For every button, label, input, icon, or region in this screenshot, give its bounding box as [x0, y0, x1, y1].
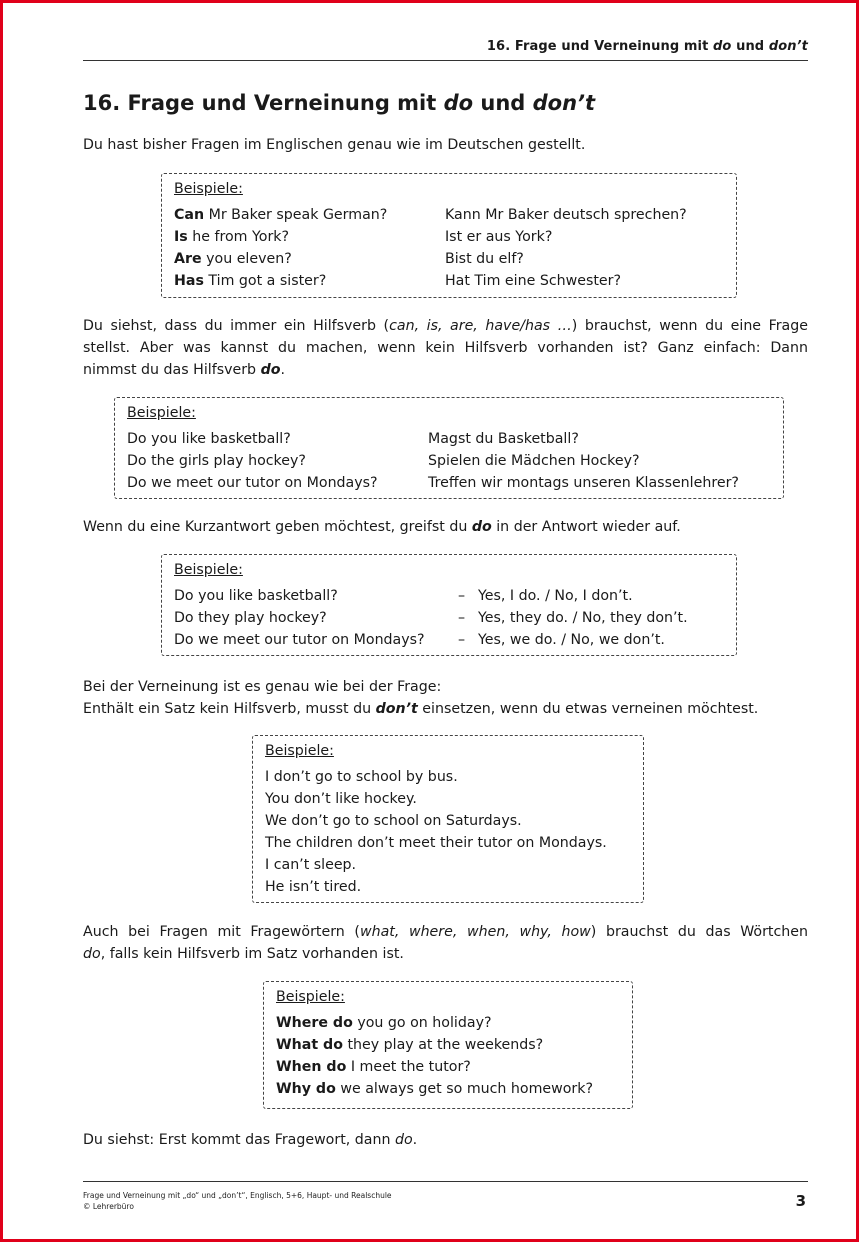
- box3-row-question: Do they play hockey?: [174, 610, 327, 626]
- para5-line-2: [83, 943, 808, 965]
- example-box-1: [161, 173, 737, 298]
- box4-line: We don’t go to school on Saturdays.: [265, 813, 522, 829]
- box5-rest: I meet the tutor?: [346, 1059, 471, 1075]
- para4-line-1: Bei der Verneinung ist es genau wie bei der Frage:: [83, 679, 442, 695]
- box1-row-de: Hat Tim eine Schwester?: [445, 273, 622, 289]
- box3-row-answer: Yes, I do. / No, I don’t.: [478, 588, 633, 604]
- footer-line-2: © Lehrerbüro: [83, 1202, 134, 1211]
- para5-l2em: do: [83, 946, 101, 962]
- box3-row: [174, 607, 724, 629]
- box1-row: [174, 226, 724, 248]
- box3-row-answer: Yes, they do. / No, they don’t.: [478, 610, 688, 626]
- example-box-5: [263, 981, 633, 1109]
- box2-row: [127, 472, 771, 494]
- box1-row-en: he from York?: [187, 229, 290, 245]
- box5-qword: What do: [276, 1037, 343, 1053]
- para2-l1b: ) brauchst, wenn du eine Frage: [571, 318, 808, 334]
- paragraph-auxiliary: [83, 315, 808, 381]
- box1-row-aux: Has: [174, 273, 204, 289]
- para2-line-3: [83, 359, 808, 381]
- intro-paragraph: [83, 134, 808, 156]
- box4-line: He isn’t tired.: [265, 879, 362, 895]
- box3-label: Beispiele:: [174, 562, 243, 578]
- intro-text: Du hast bisher Fragen im Englischen genau wie im Deutschen gestellt.: [83, 137, 586, 153]
- box2-row: [127, 450, 771, 472]
- running-head: [487, 39, 808, 54]
- box2-row-en: Do you like basketball?: [127, 431, 291, 447]
- para5-l2b: , falls kein Hilfsverb im Satz vorhanden ist.: [100, 946, 404, 962]
- para2-l1a: Du siehst, dass du immer ein Hilfsverb (: [83, 318, 390, 334]
- box2-label: Beispiele:: [127, 405, 196, 421]
- page-title: [83, 91, 595, 115]
- box1-row-en: Mr Baker speak German?: [204, 207, 388, 223]
- box3-row-dash: –: [458, 610, 466, 626]
- box5-rest: we always get so much homework?: [335, 1081, 594, 1097]
- box5-line: [276, 1056, 620, 1078]
- box4-line: You don’t like hockey.: [265, 791, 417, 807]
- box5-line: [276, 1078, 620, 1100]
- title-text: 16. Frage und Verneinung mit: [83, 91, 444, 115]
- para5-l1b: ) brauchst du das Wörtchen: [590, 924, 809, 940]
- page-number: 3: [795, 1192, 806, 1210]
- para2-l3em: do: [260, 362, 281, 378]
- running-head-and: und: [731, 39, 769, 54]
- box5-rest: you go on holiday?: [352, 1015, 492, 1031]
- box5-qword: Where do: [276, 1015, 353, 1031]
- example-box-2: [114, 397, 784, 499]
- running-head-text: 16. Frage und Verneinung mit: [486, 39, 714, 54]
- para6-a: Du siehst: Erst kommt das Fragewort, dann: [83, 1132, 395, 1148]
- box3-row-dash: –: [458, 632, 466, 648]
- example-box-4: [252, 735, 644, 903]
- running-head-em-dont: don’t: [768, 39, 808, 54]
- paragraph-question-words: [83, 921, 808, 965]
- box3-row: [174, 629, 724, 651]
- box2-row-de: Treffen wir montags unseren Klassenlehrer?: [428, 475, 739, 491]
- para5-l1a: Auch bei Fragen mit Fragewörtern (: [83, 924, 360, 940]
- box1-row-en: Tim got a sister?: [203, 273, 327, 289]
- box1-row-aux: Are: [174, 251, 202, 267]
- box1-row-en: you eleven?: [201, 251, 292, 267]
- para3-em: do: [471, 519, 492, 535]
- para3-line: [83, 516, 808, 538]
- box3-row-question: Do you like basketball?: [174, 588, 338, 604]
- box1-row-de: Ist er aus York?: [445, 229, 553, 245]
- box4-line: I can’t sleep.: [265, 857, 357, 873]
- para2-line-2: stellst. Aber was kannst du machen, wenn kein Hilfsverb vorhanden ist? Ganz einfach: Dann: [83, 340, 808, 356]
- box5-qword: When do: [276, 1059, 347, 1075]
- para5-l1em: what, where, when, why, how: [359, 924, 591, 940]
- box5-line: [276, 1034, 620, 1056]
- box5-label: Beispiele:: [276, 989, 345, 1005]
- running-head-em-do: do: [713, 39, 732, 54]
- box5-rest: they play at the weekends?: [342, 1037, 544, 1053]
- box2-row-de: Magst du Basketball?: [428, 431, 579, 447]
- para2-l3a: nimmst du das Hilfsverb: [83, 362, 261, 378]
- box3-row-answer: Yes, we do. / No, we don’t.: [478, 632, 665, 648]
- paragraph-negation: [83, 676, 808, 720]
- paragraph-conclusion: [83, 1129, 808, 1151]
- para3-a: Wenn du eine Kurzantwort geben möchtest, greifst du: [83, 519, 472, 535]
- box4-label: Beispiele:: [265, 743, 334, 759]
- box1-row: [174, 204, 724, 226]
- para5-line-1: [83, 921, 808, 943]
- box1-label: Beispiele:: [174, 181, 243, 197]
- footer-credits: [83, 1190, 392, 1212]
- para3-b: in der Antwort wieder auf.: [491, 519, 681, 535]
- box2-row-en: Do we meet our tutor on Mondays?: [127, 475, 378, 491]
- para2-l1em: can, is, are, have/has …: [389, 318, 572, 334]
- para4-l2em: don’t: [375, 701, 418, 717]
- box4-line: The children don’t meet their tutor on Mondays.: [265, 835, 607, 851]
- box2-row-en: Do the girls play hockey?: [127, 453, 306, 469]
- box1-row-aux: Is: [174, 229, 188, 245]
- box1-row: [174, 248, 724, 270]
- para2-line-1: [83, 315, 808, 337]
- box4-line: I don’t go to school by bus.: [265, 769, 458, 785]
- box5-qword: Why do: [276, 1081, 336, 1097]
- para6-line: [83, 1129, 808, 1151]
- para4-l2b: einsetzen, wenn du etwas verneinen möchtest.: [417, 701, 759, 717]
- box1-row: [174, 270, 724, 292]
- title-em-do: do: [443, 91, 474, 115]
- box3-row-dash: –: [458, 588, 466, 604]
- para6-em: do: [394, 1132, 413, 1148]
- para4-l2a: Enthält ein Satz kein Hilfsverb, musst du: [83, 701, 376, 717]
- box3-row-question: Do we meet our tutor on Mondays?: [174, 632, 425, 648]
- para6-b: .: [412, 1132, 418, 1148]
- title-em-dont: don’t: [532, 91, 596, 115]
- title-and: und: [473, 91, 533, 115]
- header-rule: [83, 60, 808, 61]
- box1-row-de: Kann Mr Baker deutsch sprechen?: [445, 207, 687, 223]
- footer-line-1: Frage und Verneinung mit „do“ und „don’t“, Englisch, 5+6, Haupt- und Realschule: [83, 1191, 392, 1200]
- box2-row-de: Spielen die Mädchen Hockey?: [428, 453, 640, 469]
- paragraph-short-answers: [83, 516, 808, 538]
- box1-row-aux: Can: [174, 207, 205, 223]
- para2-l3b: .: [280, 362, 285, 378]
- footer-rule: [83, 1181, 808, 1182]
- example-box-3: [161, 554, 737, 656]
- box5-line: [276, 1012, 620, 1034]
- box1-row-de: Bist du elf?: [445, 251, 524, 267]
- box3-row: [174, 585, 724, 607]
- box2-row: [127, 428, 771, 450]
- para4-line-2: [83, 698, 808, 720]
